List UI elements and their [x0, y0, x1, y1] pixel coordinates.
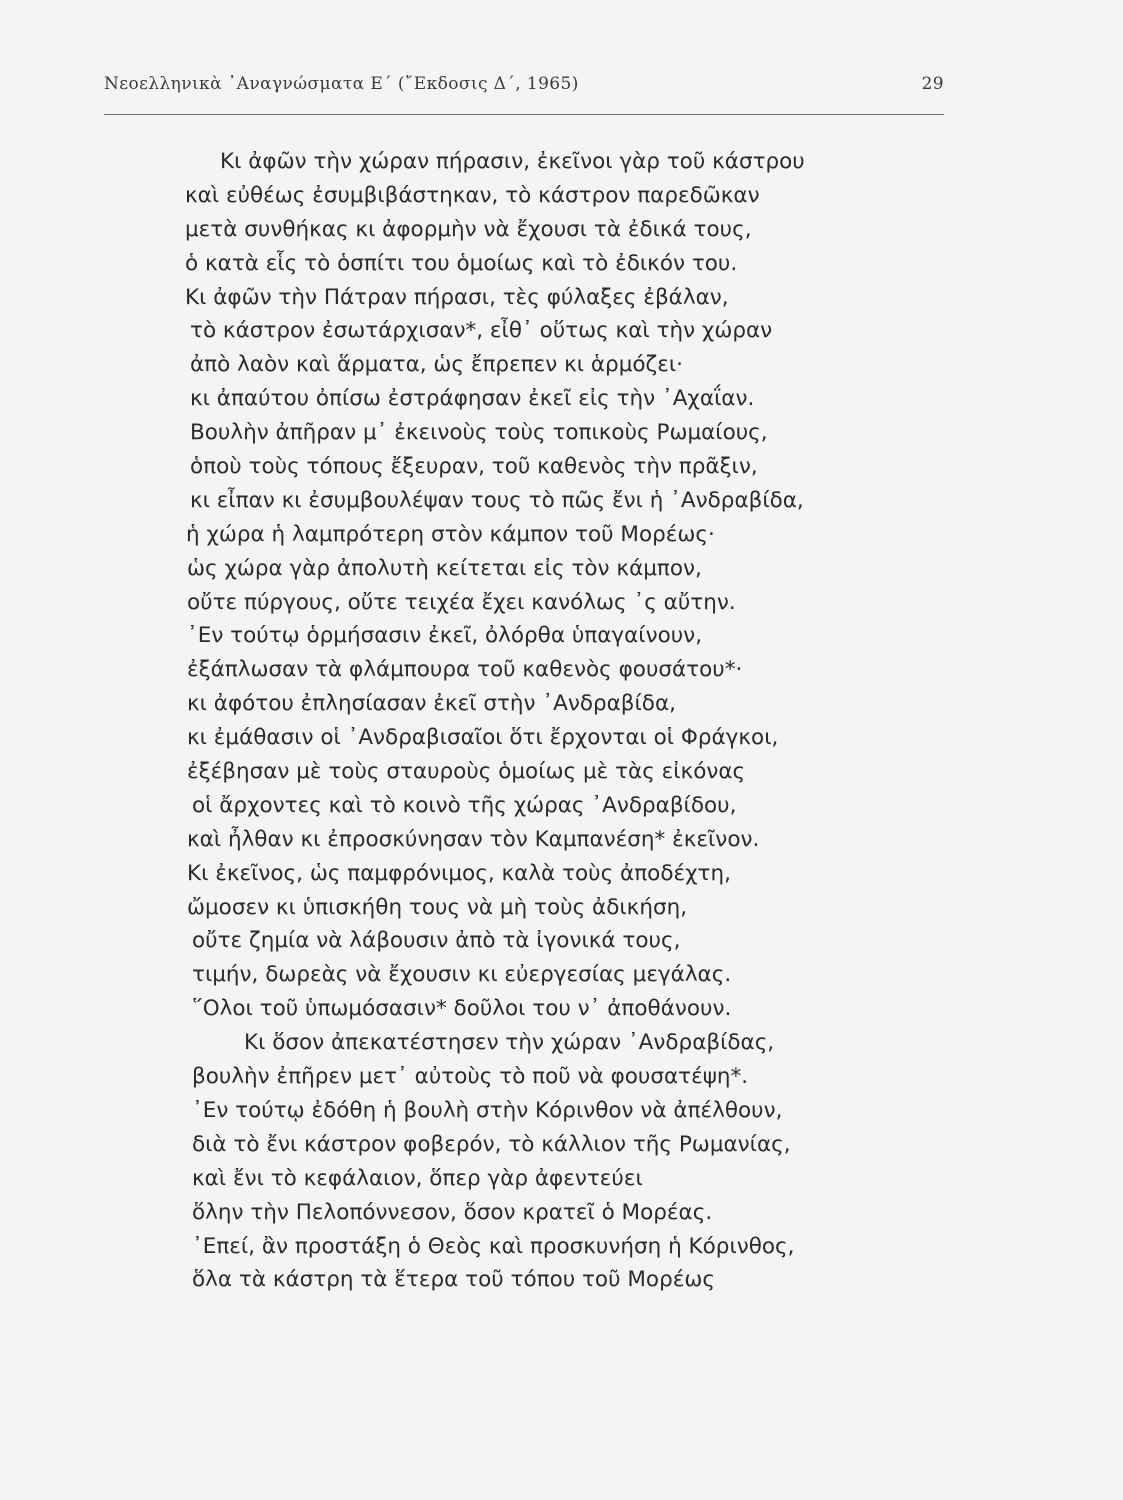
- poem-line: ἀπὸ λαὸν καὶ ἅρματα, ὡς ἔπρεπεν κι ἁρμόζει·: [190, 352, 683, 378]
- running-head: [104, 70, 944, 100]
- poem-line: Κι ἐκεῖνος, ὡς παμφρόνιμος, καλὰ τοὺς ἀποδέχτη,: [187, 860, 731, 886]
- poem-line: κι εἶπαν κι ἐσυμβουλέψαν τους τὸ πῶς ἔνι ἡ ᾿Ανδραβίδα,: [190, 487, 804, 513]
- poem-line: οὔτε πύργους, οὔτε τειχέα ἔχει κανόλως ᾿ς αὔτην.: [187, 589, 736, 615]
- poem-line: ὡς χώρα γὰρ ἀπολυτὴ κείτεται εἰς τὸν κάμπον,: [187, 555, 702, 581]
- poem-line: Κι ἀφῶν τὴν Πάτραν πήρασι, τὲς φύλαξες ἐβάλαν,: [185, 284, 729, 310]
- poem-line: κι ἀφότου ἐπλησίασαν ἐκεῖ στὴν ᾿Ανδραβίδα,: [187, 691, 676, 717]
- header-rule: [104, 114, 944, 115]
- poem-line: ᾿Εν τούτῳ ὁρμήσασιν ἐκεῖ, ὀλόρθα ὑπαγαίνουν,: [187, 623, 703, 649]
- poem-line: καὶ ἔνι τὸ κεφάλαιον, ὅπερ γὰρ ἀφεντεύει: [192, 1165, 643, 1191]
- poem-line: ὅλα τὰ κάστρη τὰ ἕτερα τοῦ τόπου τοῦ Μορέως: [192, 1267, 715, 1293]
- poem-line: κι ἐμάθασιν οἱ ᾿Ανδραβισαῖοι ὅτι ἔρχονται οἱ Φράγκοι,: [187, 725, 779, 751]
- poem-line: καὶ ἦλθαν κι ἐπροσκύνησαν τὸν Καμπανέση* ἐκεῖνον.: [187, 826, 760, 852]
- poem-line: ὁποὺ τοὺς τόπους ἔξευραν, τοῦ καθενὸς τὴν πρᾶξιν,: [190, 454, 758, 480]
- poem-line: ὁ κατὰ εἷς τὸ ὁσπίτι του ὁμοίως καὶ τὸ ἐδικόν του.: [185, 250, 738, 276]
- poem-line: τὸ κάστρον ἐσωτάρχισαν*, εἶθ᾿ οὕτως καὶ τὴν χώραν: [190, 318, 773, 344]
- poem-line: ἐξάπλωσαν τὰ φλάμπουρα τοῦ καθενὸς φουσάτου*·: [187, 657, 743, 683]
- poem-line: οὔτε ζημία νὰ λάβουσιν ἀπὸ τὰ ἰγονικά τους,: [192, 928, 681, 954]
- poem-text: [160, 145, 960, 1297]
- poem-line: τιμήν, δωρεὰς νὰ ἔχουσιν κι εὐεργεσίας μεγάλας.: [192, 962, 732, 988]
- poem-line: μετὰ συνθήκας κι ἀφορμὴν νὰ ἔχουσι τὰ ἐδικά τους,: [185, 216, 752, 242]
- poem-line: ᾿Εν τούτῳ ἐδόθη ἡ βουλὴ στὴν Κόρινθον νὰ ἀπέλθουν,: [192, 1097, 783, 1123]
- running-title: Νεοελληνικὰ ᾿Αναγνώσματα Ε΄ (῎Εκδοσις Δ΄, 1965): [104, 74, 579, 94]
- poem-line: ἡ χώρα ἡ λαμπρότερη στὸν κάμπον τοῦ Μορέως·: [186, 521, 715, 547]
- poem-line: βουλὴν ἐπῆρεν μετ᾿ αὐτοὺς τὸ ποῦ νὰ φουσατέψη*.: [192, 1064, 749, 1090]
- poem-line: Κι ὅσον ἀπεκατέστησεν τὴν χώραν ᾿Ανδραβίδας,: [244, 1030, 775, 1056]
- poem-line: κι ἀπαύτου ὀπίσω ἐστράφησαν ἐκεῖ εἰς τὴν ᾿Αχαΐαν.: [190, 386, 755, 412]
- poem-line: ᾿Επεί, ἂν προστάξη ὁ Θεὸς καὶ προσκυνήση ἡ Κόρινθος,: [192, 1233, 795, 1259]
- poem-line: ἐξέβησαν μὲ τοὺς σταυροὺς ὁμοίως μὲ τὰς εἰκόνας: [187, 759, 746, 785]
- poem-line: καὶ εὐθέως ἐσυμβιβάστηκαν, τὸ κάστρον παρεδῶκαν: [185, 182, 760, 208]
- page-number: 29: [921, 74, 944, 94]
- poem-line: Βουλὴν ἀπῆραν μ᾿ ἐκεινοὺς τοὺς τοπικοὺς Ρωμαίους,: [190, 420, 768, 446]
- poem-line: ὤμοσεν κι ὑπισκήθη τους νὰ μὴ τοὺς ἀδικήση,: [187, 894, 688, 920]
- poem-line: διὰ τὸ ἔνι κάστρον φοβερόν, τὸ κάλλιον τῆς Ρωμανίας,: [192, 1131, 791, 1157]
- poem-line: ὅλην τὴν Πελοπόννεσον, ὅσον κρατεῖ ὁ Μορέας.: [192, 1199, 713, 1225]
- poem-line: οἱ ἄρχοντες καὶ τὸ κοινὸ τῆς χώρας ᾿Ανδραβίδου,: [192, 792, 737, 818]
- poem-line: Κι ἀφῶν τὴν χώραν πήρασιν, ἐκεῖνοι γὰρ τοῦ κάστρου: [220, 149, 805, 174]
- poem-line: ῞Ολοι τοῦ ὑπωμόσασιν* δοῦλοι του ν᾿ ἀποθάνουν.: [192, 996, 732, 1022]
